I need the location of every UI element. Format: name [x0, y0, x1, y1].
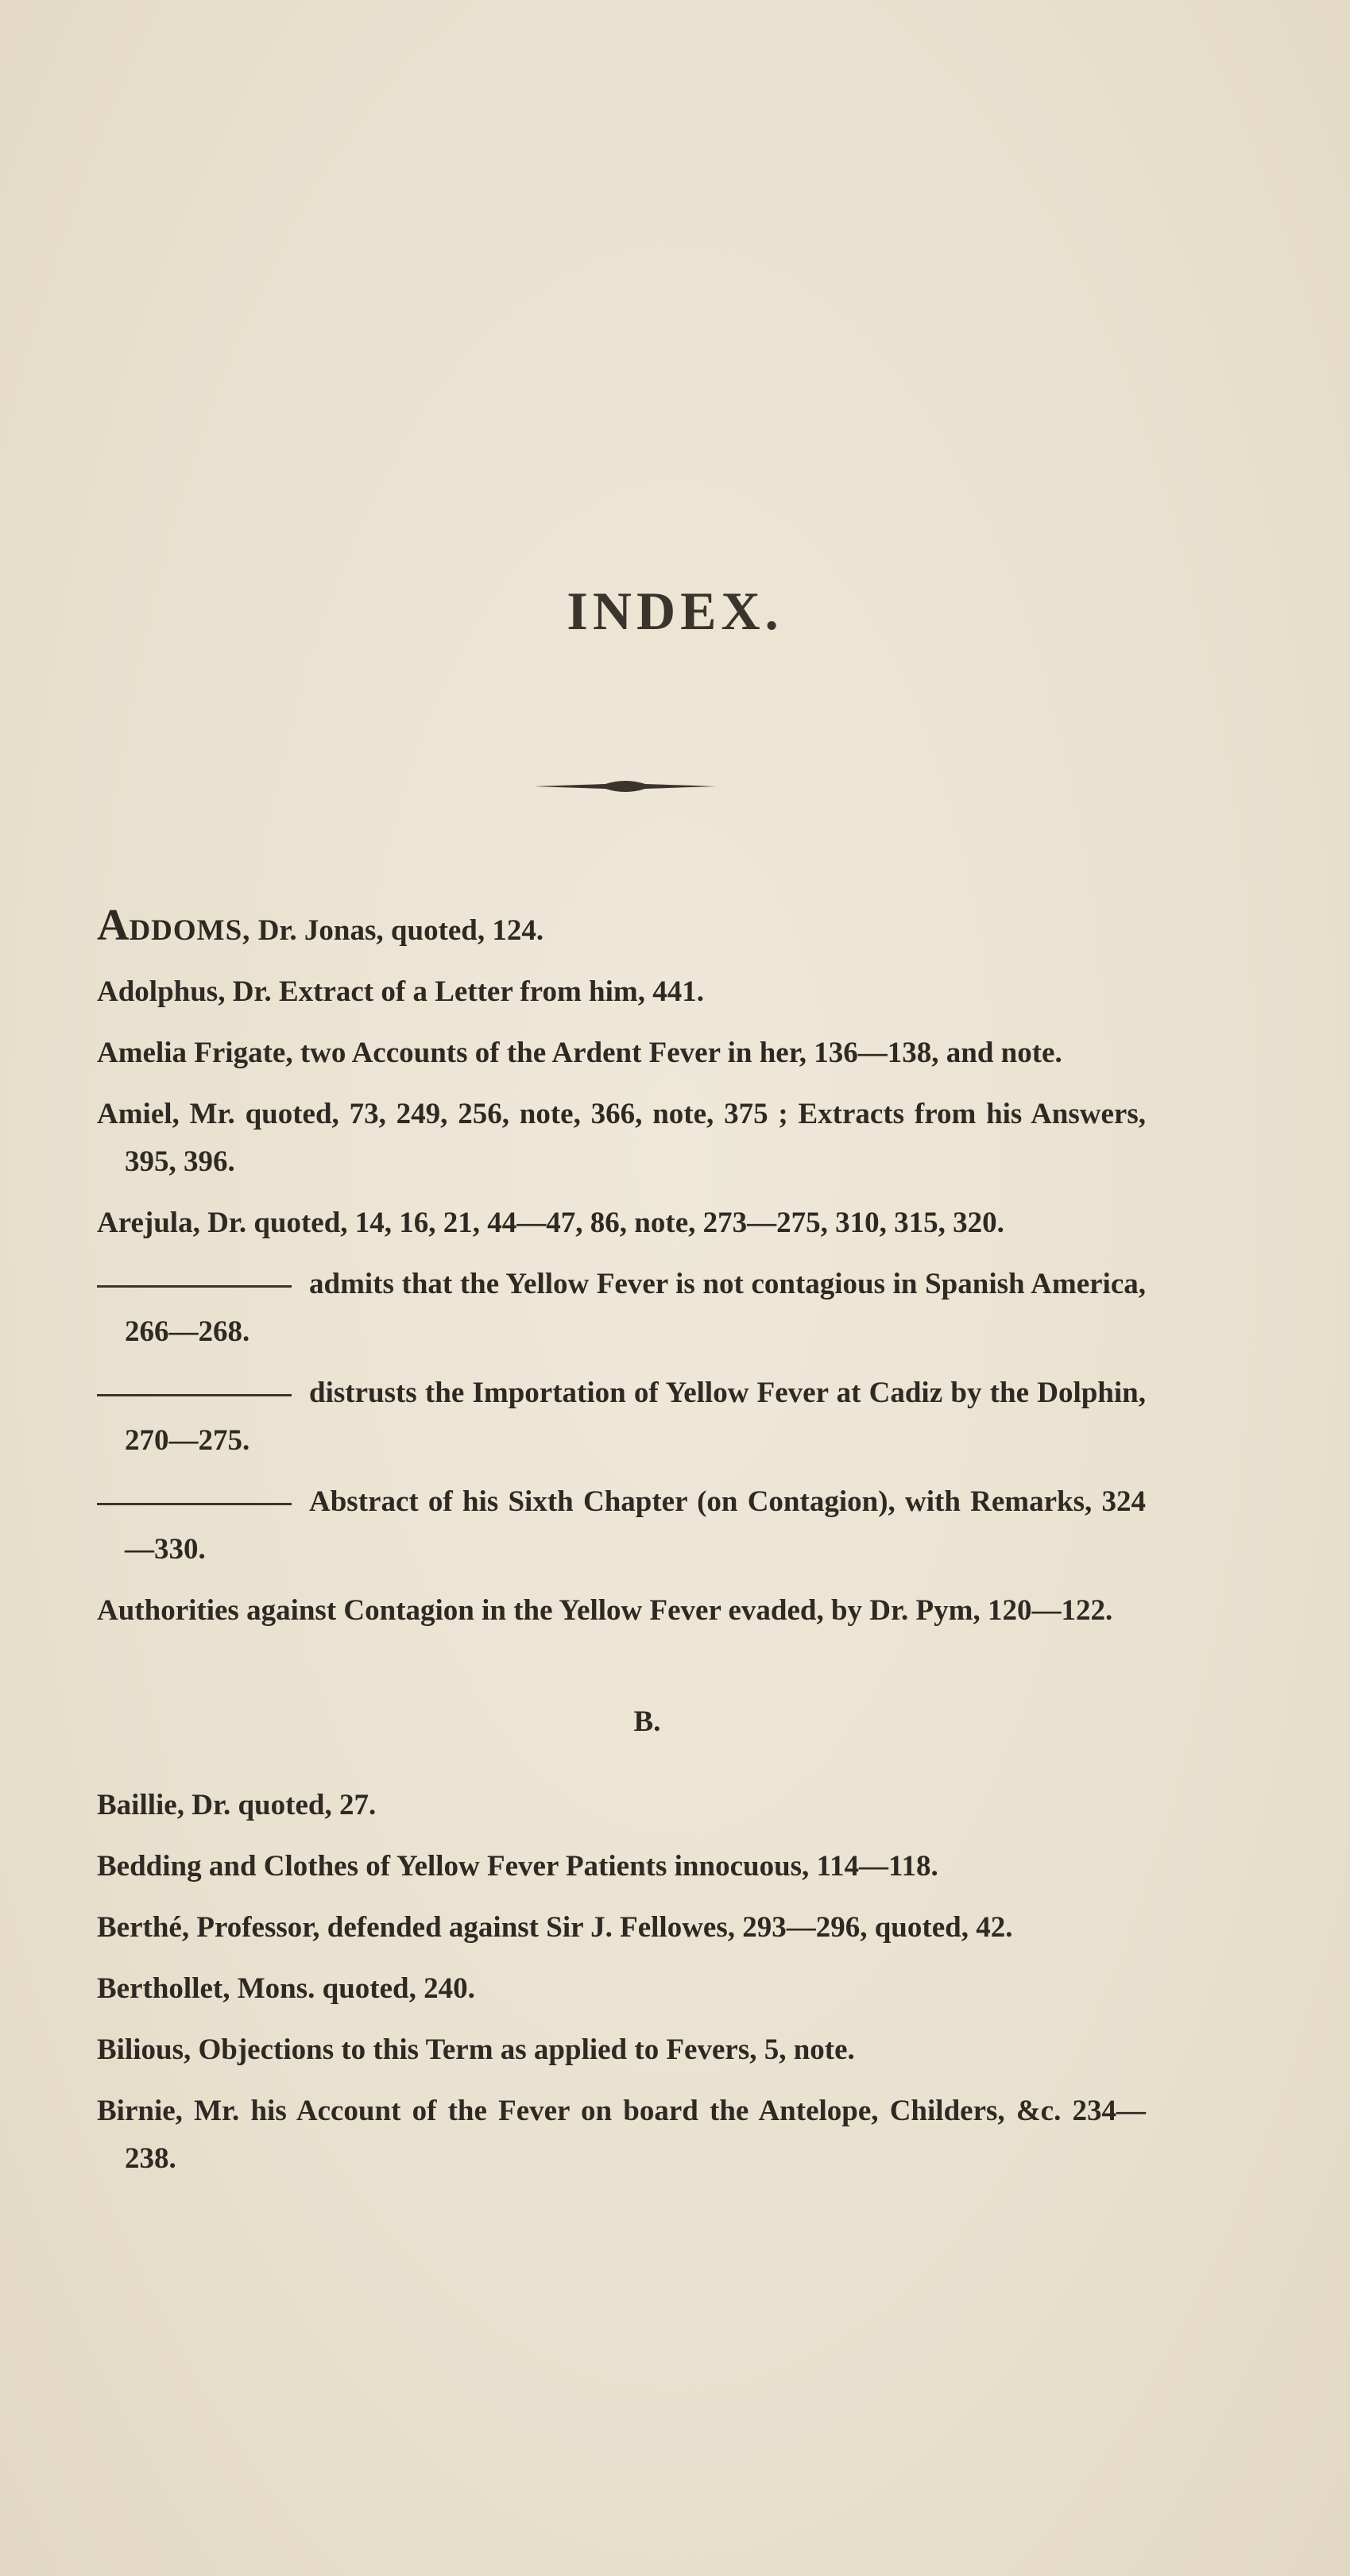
- entry-text: Birnie, Mr. his Account of the Fever on board the Antelope, Childers, &c. 234—238.: [97, 2095, 1146, 2175]
- small-caps-name: DDOMS,: [129, 914, 251, 947]
- index-entry: [97, 2087, 1146, 2183]
- index-entry: [97, 968, 1146, 1016]
- index-entry: [97, 1369, 1146, 1465]
- ditto-dash: [97, 1285, 292, 1288]
- index-entry: [97, 1478, 1146, 1574]
- entry-text: Arejula, Dr. quoted, 14, 16, 21, 44—47, 86, note, 273—275, 310, 315, 320.: [97, 1207, 1004, 1239]
- ditto-dash: [97, 1503, 292, 1505]
- index-entry: [97, 1965, 1146, 2013]
- page-title: INDEX.: [567, 581, 783, 641]
- entry-text: Dr. Jonas, quoted, 124.: [250, 914, 544, 947]
- entry-text: Bilious, Objections to this Term as applied to Fevers, 5, note.: [97, 2033, 855, 2066]
- entry-text: Adolphus, Dr. Extract of a Letter from him, 441.: [97, 975, 704, 1008]
- index-entry: [97, 1587, 1146, 1635]
- entry-text: admits that the Yellow Fever is not contagious in Spanish America, 266—268.: [125, 1268, 1146, 1348]
- section-letter-b: B.: [633, 1705, 661, 1738]
- index-entry: [97, 1029, 1146, 1077]
- index-entry: [97, 1782, 1146, 1829]
- index-entries: [97, 902, 1146, 2196]
- entry-text: Bedding and Clothes of Yellow Fever Patients innocuous, 114—118.: [97, 1850, 938, 1883]
- entry-text: Amelia Frigate, two Accounts of the Ardent Fever in her, 136—138, and note.: [97, 1037, 1062, 1069]
- index-entry: [97, 1904, 1146, 1952]
- index-entry: [97, 2026, 1146, 2074]
- index-entry: [97, 1199, 1146, 1247]
- entry-text: Berthollet, Mons. quoted, 240.: [97, 1972, 475, 2005]
- index-entry: [97, 902, 1146, 955]
- title-rule-ornament: [534, 774, 717, 798]
- entry-text: Berthé, Professor, defended against Sir J. Fellowes, 293—296, quoted, 42.: [97, 1911, 1013, 1944]
- index-section-b: [97, 1782, 1146, 2183]
- index-section-a: [97, 902, 1146, 1635]
- entry-text: Amiel, Mr. quoted, 73, 249, 256, note, 366, note, 375 ; Extracts from his Answers, 395, 396.: [97, 1098, 1146, 1178]
- entry-text: distrusts the Importation of Yellow Fever at Cadiz by the Dolphin, 270—275.: [125, 1377, 1146, 1457]
- index-entry: [97, 1843, 1146, 1890]
- index-entry: [97, 1091, 1146, 1186]
- entry-text: Abstract of his Sixth Chapter (on Contagion), with Remarks, 324—330.: [125, 1485, 1146, 1566]
- initial-capital: A: [97, 901, 130, 950]
- entry-text: Authorities against Contagion in the Yellow Fever evaded, by Dr. Pym, 120—122.: [97, 1594, 1113, 1627]
- entry-text: Baillie, Dr. quoted, 27.: [97, 1789, 377, 1821]
- index-entry: [97, 1261, 1146, 1356]
- ditto-dash: [97, 1394, 292, 1396]
